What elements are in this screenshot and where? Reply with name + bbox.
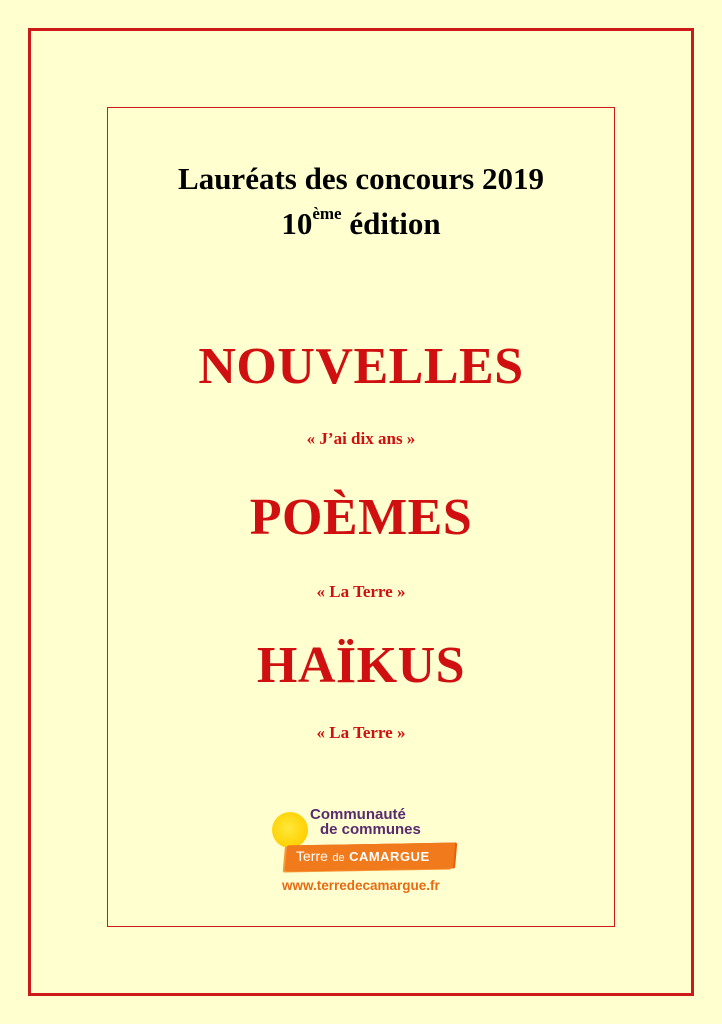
logo-band-de: de xyxy=(332,852,345,864)
logo-band-camargue: CAMARGUE xyxy=(349,849,430,864)
edition-superscript: ème xyxy=(312,204,342,223)
logo-line-de-communes: de communes xyxy=(320,821,421,838)
section-theme-haikus: « La Terre » xyxy=(316,723,406,742)
edition-number: 10 xyxy=(281,206,313,241)
page-title: Lauréats des concours 2019 xyxy=(178,161,544,196)
section-theme-poemes: « La Terre » xyxy=(316,582,406,601)
section-title-haikus: HAÏKUS xyxy=(256,637,466,694)
communaute-logo xyxy=(272,806,462,902)
section-theme-nouvelles: « J’ai dix ans » xyxy=(306,429,416,448)
logo-band-terre: Terre xyxy=(296,848,328,864)
sun-icon xyxy=(272,812,308,848)
edition-word: édition xyxy=(349,206,441,241)
logo-line-communaute: Communauté xyxy=(310,806,406,823)
section-title-nouvelles: NOUVELLES xyxy=(198,338,524,395)
logo-band-text xyxy=(296,848,430,866)
section-title-poemes: POÈMES xyxy=(249,489,473,546)
website-url: www.terredecamargue.fr xyxy=(282,878,440,893)
edition-line xyxy=(0,206,722,242)
